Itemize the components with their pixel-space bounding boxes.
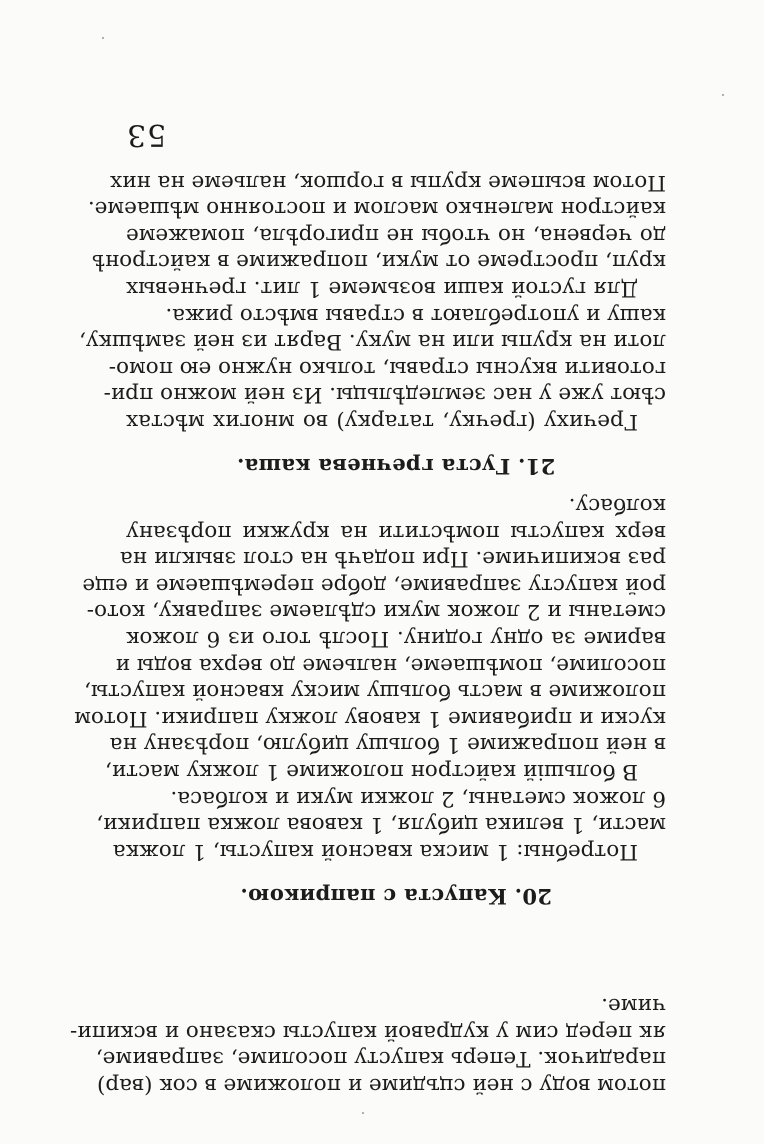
- text-line: лоти на крупы или на муку. Варят из ней замѣшку,: [79, 329, 666, 355]
- text-line: кайстрон маленько маслом и постоянно мѣшаеме.: [87, 196, 666, 222]
- text-line: чиме.: [601, 993, 666, 1019]
- recipe-21-title: 21. Густа гречнева каша.: [236, 454, 556, 479]
- text-line: Потом всыпеме крупы в горшок, нальеме на них: [109, 169, 666, 195]
- scan-speck: [362, 1112, 364, 1114]
- recipe-20-title: 20. Капуста с паприкою.: [240, 884, 552, 909]
- recipe-20-ingredients: [96, 784, 666, 864]
- scan-speck: [102, 37, 104, 39]
- text-line: парадичок. Теперь капусту посолиме, заправиме,: [95, 1046, 666, 1072]
- continuation-paragraph: [69, 992, 666, 1098]
- text-line: масти, 1 велика цибуля, 1 кавова ложка паприки,: [96, 812, 666, 838]
- text-line: до червена, но чтобы не пригорѣла, помажеме: [126, 222, 666, 248]
- text-line: потом воду с ней сцъдиме и положиме в сок (вар): [96, 1073, 666, 1098]
- text-line: кашу и употреблают в стравы вмѣсто рижа.: [165, 302, 666, 328]
- page-number: 53: [126, 117, 167, 152]
- text-line: сметаны и 2 ложок муки сдѣлаеме заправку, кото-: [86, 599, 666, 625]
- text-line: положиме в масть большу миску квасной капусты,: [84, 679, 666, 705]
- text-line: посолиме, помѣшаеме, нальеме до верха воды и: [115, 652, 666, 678]
- scan-speck: [722, 94, 724, 96]
- recipe-21-instructions: [87, 168, 666, 301]
- text-line: Потребны: 1 миска квасной капусты, 1 ложка: [112, 839, 638, 864]
- text-line: в ней попражиме 1 большу цибулю, порѣзану на: [109, 732, 666, 758]
- text-line: верх капусты помѣстити на кружки порѣзану: [126, 519, 666, 545]
- text-line: як перед сим у кудравой капусты сказано и вскипи-: [69, 1019, 666, 1045]
- recipe-20-instructions: [74, 491, 666, 784]
- text-line: В большій кайстрон положиме 1 ложку масти,: [104, 759, 638, 784]
- text-line: сѣют уже у нас земледѣльцы. Из ней можно при-: [103, 382, 666, 408]
- text-line: рой капусту заправиме, добре перемѣшаеме и еще: [82, 572, 666, 598]
- text-line: куски и прибавиме 1 кавову ложку паприки. Потом: [74, 705, 666, 731]
- text-line: раз вскипичиме. При подачѣ на стол звыкли на: [119, 546, 666, 572]
- recipe-21-intro: [79, 301, 666, 434]
- text-line: колбасу.: [568, 493, 666, 519]
- text-line: 6 ложок сметаны, 2 ложки муки и колбаса.: [170, 785, 666, 811]
- text-line: готовити вкусны стравы, только нужно ею помо-: [108, 355, 666, 381]
- text-line: круп, простреме от муки, попражиме в кайстронѣ: [91, 249, 666, 275]
- text-line: вариме за одну годину. Послѣ того из 6 ложок: [126, 626, 666, 652]
- text-line: Для густой каши возьмеме 1 лит. гречневых: [126, 276, 638, 301]
- text-line: Гречиху (гречку, татарку) во многих мѣстах: [126, 409, 638, 434]
